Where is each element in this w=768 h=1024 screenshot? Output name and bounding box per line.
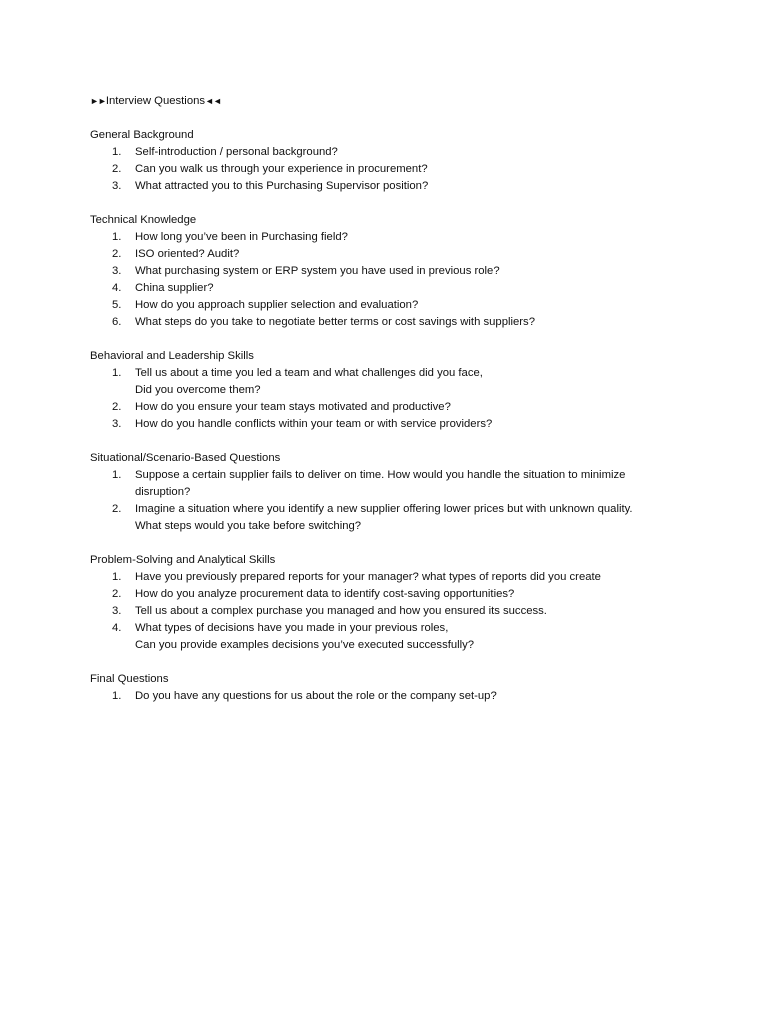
question-number: 5. — [112, 299, 122, 311]
question-text: What types of decisions have you made in your previous roles, — [135, 622, 449, 634]
question-item — [90, 178, 690, 195]
question-line — [90, 501, 690, 518]
question-line — [90, 246, 690, 263]
section-heading: Behavioral and Leadership Skills — [90, 350, 254, 362]
question-item — [90, 263, 690, 280]
document-title-text: Interview Questions — [105, 95, 206, 107]
question-item — [90, 416, 690, 433]
arrow-left-icon: ◄◄ — [205, 96, 221, 106]
question-item — [90, 229, 690, 246]
question-number: 1. — [112, 571, 122, 583]
document-title — [90, 93, 690, 110]
question-item — [90, 501, 690, 535]
question-section — [90, 552, 690, 671]
question-number: 1. — [112, 367, 122, 379]
question-item — [90, 365, 690, 399]
question-continuation: What steps would you take before switching? — [135, 520, 362, 532]
question-number: 6. — [112, 316, 122, 328]
question-line — [90, 314, 690, 331]
question-line — [90, 297, 690, 314]
question-item — [90, 246, 690, 263]
question-text: Imagine a situation where you identify a new supplier offering lower prices but with unknown quality. — [135, 503, 633, 515]
question-number: 4. — [112, 622, 122, 634]
question-line — [90, 569, 690, 586]
question-line — [90, 603, 690, 620]
question-number: 1. — [112, 146, 122, 158]
question-item — [90, 688, 690, 705]
question-text: How do you analyze procurement data to identify cost-saving opportunities? — [135, 588, 515, 600]
question-line — [90, 229, 690, 246]
question-text: China supplier? — [135, 282, 214, 294]
question-line — [90, 620, 690, 637]
question-item — [90, 144, 690, 161]
question-item — [90, 297, 690, 314]
question-number: 3. — [112, 265, 122, 277]
question-text: How long you’ve been in Purchasing field? — [135, 231, 348, 243]
question-text: How do you handle conflicts within your team or with service providers? — [135, 418, 493, 430]
question-continuation: Can you provide examples decisions you’ve executed successfully? — [135, 639, 475, 651]
question-text: Have you previously prepared reports for your manager? what types of reports did you create — [135, 571, 601, 583]
question-number: 2. — [112, 503, 122, 515]
question-text: Do you have any questions for us about the role or the company set-up? — [135, 690, 497, 702]
question-line — [90, 178, 690, 195]
question-item — [90, 586, 690, 603]
question-item — [90, 620, 690, 654]
question-number: 2. — [112, 248, 122, 260]
question-text: Tell us about a time you led a team and what challenges did you face, — [135, 367, 483, 379]
question-number: 1. — [112, 690, 122, 702]
question-line — [90, 280, 690, 297]
question-line — [90, 467, 690, 484]
question-number: 2. — [112, 163, 122, 175]
question-text: How do you ensure your team stays motivated and productive? — [135, 401, 451, 413]
question-number: 4. — [112, 282, 122, 294]
question-line — [90, 144, 690, 161]
question-line — [90, 399, 690, 416]
question-text: Self-introduction / personal background? — [135, 146, 338, 158]
question-continuation: disruption? — [135, 486, 191, 498]
question-number: 3. — [112, 180, 122, 192]
question-section — [90, 212, 690, 348]
section-heading: Final Questions — [90, 673, 169, 685]
question-continuation: Did you overcome them? — [135, 384, 261, 396]
spacer — [90, 433, 690, 450]
spacer — [90, 535, 690, 552]
section-heading: General Background — [90, 129, 194, 141]
spacer — [90, 654, 690, 671]
question-item — [90, 569, 690, 586]
question-item — [90, 161, 690, 178]
question-text: What purchasing system or ERP system you have used in previous role? — [135, 265, 500, 277]
question-line — [90, 688, 690, 705]
question-number: 2. — [112, 401, 122, 413]
question-section — [90, 450, 690, 552]
question-text: What attracted you to this Purchasing Supervisor position? — [135, 180, 429, 192]
question-text: Can you walk us through your experience in procurement? — [135, 163, 428, 175]
section-heading: Technical Knowledge — [90, 214, 197, 226]
question-number: 1. — [112, 469, 122, 481]
question-text: Tell us about a complex purchase you managed and how you ensured its success. — [135, 605, 547, 617]
question-item — [90, 280, 690, 297]
question-text: How do you approach supplier selection and evaluation? — [135, 299, 419, 311]
section-heading: Problem-Solving and Analytical Skills — [90, 554, 276, 566]
question-item — [90, 314, 690, 331]
question-sections — [90, 127, 690, 705]
question-text: What steps do you take to negotiate better terms or cost savings with suppliers? — [135, 316, 535, 328]
arrow-right-icon: ►► — [90, 96, 106, 106]
question-item — [90, 399, 690, 416]
question-section — [90, 671, 690, 705]
spacer — [90, 195, 690, 212]
question-line — [90, 586, 690, 603]
question-item — [90, 467, 690, 501]
document-page — [90, 93, 690, 705]
question-item — [90, 603, 690, 620]
question-line — [90, 416, 690, 433]
question-section — [90, 348, 690, 450]
section-heading: Situational/Scenario-Based Questions — [90, 452, 281, 464]
question-number: 3. — [112, 605, 122, 617]
question-text: Suppose a certain supplier fails to deliver on time. How would you handle the situation to minimize — [135, 469, 626, 481]
question-section — [90, 127, 690, 212]
question-text: ISO oriented? Audit? — [135, 248, 240, 260]
question-line — [90, 263, 690, 280]
spacer — [90, 110, 690, 127]
question-number: 3. — [112, 418, 122, 430]
question-number: 1. — [112, 231, 122, 243]
question-number: 2. — [112, 588, 122, 600]
question-line — [90, 365, 690, 382]
spacer — [90, 331, 690, 348]
question-line — [90, 161, 690, 178]
